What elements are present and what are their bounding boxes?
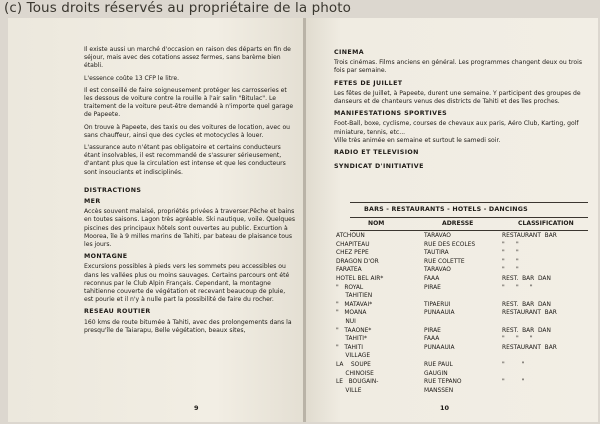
cell-nom: FARATEA <box>336 267 362 274</box>
cell-adresse: FAAA <box>424 336 440 343</box>
cell-nom: " MATAVAI* <box>336 301 373 308</box>
table-row <box>336 267 596 276</box>
cell-adresse: TAUTIRA <box>424 250 449 257</box>
paragraph-taxis: On trouve à Papeete, des taxis ou des voitures de location, avec ou sans chauffeur, ainsi que des cycles et motocycles à louer. <box>84 123 291 139</box>
table-row <box>336 388 596 397</box>
column-header-nom: NOM <box>368 220 385 227</box>
table-row <box>336 328 596 337</box>
table-mid-rule <box>350 217 588 218</box>
cell-classification: " " <box>502 379 525 386</box>
page-number-left: 9 <box>194 404 199 412</box>
heading-fetes: FETES DE JUILLET <box>334 79 403 87</box>
cell-adresse: RUE DES ECOLES <box>424 241 476 248</box>
left-page-text <box>84 46 296 339</box>
cell-adresse: TIPAERUI <box>424 301 451 308</box>
paragraph-ville: Ville très animée en semaine et surtout le samedi soir. <box>334 136 501 144</box>
right-page <box>306 18 598 422</box>
cell-adresse: GAUGIN <box>424 370 448 377</box>
table-row <box>336 242 596 251</box>
cell-classification: " " <box>502 250 519 257</box>
column-header-classification: CLASSIFICATION <box>518 220 574 227</box>
cell-adresse: RUE COLETTE <box>424 258 465 265</box>
heading-mer: MER <box>84 198 101 206</box>
heading-radio-television: RADIO ET TELEVISION <box>334 149 419 157</box>
cell-nom: DRAGON D'OR <box>336 258 379 265</box>
paragraph-manifestations: Foot-Ball, boxe, cyclisme, courses de chevaux aux paris, Aéro Club, Karting, golf miniature, tennis, etc... <box>334 120 579 136</box>
table-top-rule <box>350 202 588 203</box>
hotels-table <box>336 233 596 396</box>
cell-classification: RESTAURANT BAR <box>502 344 557 351</box>
table-row <box>336 259 596 268</box>
cell-adresse: RUE PAUL <box>424 361 453 368</box>
paragraph-assurance: L'assurance auto n'étant pas obligatoire et certains conducteurs étant insolvables, il est recommandé de s'assurer sérieusement, d'antant plus que la circulation est intense et que les conducteurs sont insouciants et indisciplinés. <box>84 144 286 176</box>
cell-adresse: TARAVAO <box>424 233 451 239</box>
cell-classification: " " <box>502 258 519 265</box>
left-page <box>8 18 304 422</box>
cell-adresse: PUNAAUIA <box>424 344 455 351</box>
paragraph-occasion: Il existe aussi un marché d'occasion en raison des départs en fin de séjour, mais avec des cotations assez fermes, sans barème bien établi. <box>84 46 291 70</box>
cell-classification: " " <box>502 267 519 274</box>
cell-nom: " MOANA <box>336 310 367 317</box>
paragraph-cinema: Trois cinémas. Films anciens en général. Les programmes changent deux ou trois fois par semaine. <box>334 59 583 75</box>
cell-adresse: PIRAE <box>424 327 441 334</box>
table-row <box>336 336 596 345</box>
cell-classification <box>502 388 596 397</box>
table-row <box>336 362 596 371</box>
table-row <box>336 250 596 259</box>
heading-bars-restaurants: BARS - RESTAURANTS - HOTELS - DANCINGS <box>364 206 528 213</box>
paragraph-essence: L'essence coûte 13 CFP le litre. <box>84 74 180 82</box>
cell-nom: TAHITIEN <box>336 293 373 300</box>
cell-nom: TAHITI* <box>336 336 367 343</box>
table-row <box>336 310 596 319</box>
cell-classification: RESTAURANT BAR <box>502 233 557 239</box>
cell-nom: CHINOISE <box>336 370 374 377</box>
table-row <box>336 353 596 362</box>
paragraph-montagne: Excursions possibles à pieds vers les sommets peu accessibles ou dans les vallées plus ou moins sauvages. Certains parcours ont été reconnus par le Club Alpin Français. Cependant, la montagne tahitienne couverte de végétation et recevant beaucoup de pluie, est pourie et il n'y à nulle part la possibilité de faire du rocher. <box>84 263 290 304</box>
cell-classification: " " " <box>502 336 533 343</box>
cell-nom: VILLAGE <box>336 353 371 360</box>
cell-classification: REST. BAR DAN <box>502 301 551 308</box>
heading-manifestations: MANIFESTATIONS SPORTIVES <box>334 110 448 118</box>
cell-adresse: FAAA <box>424 275 440 282</box>
paragraph-carrosserie: Il est conseillé de faire soigneusement protéger les carrosseries et les dessous de voiture contre la rouille à l'air salin "Bitulac". Le traitement de la voiture peut-être demandé à n'importe quel garage de Papeete. <box>84 86 294 119</box>
cell-classification: REST. BAR DAN <box>502 327 551 334</box>
table-row <box>336 276 596 285</box>
cell-classification <box>502 371 596 380</box>
cell-classification: " " <box>502 241 519 248</box>
column-header-adresse: ADRESSE <box>442 220 474 227</box>
heading-cinema: CINEMA <box>334 49 365 56</box>
cell-nom: " ROYAL <box>336 284 364 291</box>
cell-classification <box>502 293 596 302</box>
cell-adresse: PIRAE <box>424 284 441 291</box>
cell-adresse: RUE TEPANO <box>424 379 462 386</box>
cell-nom: LA SOUPE <box>336 361 371 368</box>
paragraph-reseau: 160 kms de route bitumée à Tahiti, avec des prolongements dans la presqu'île de Taiarapu, Belle végétation, beaux sites, <box>84 318 292 334</box>
table-row <box>336 285 596 294</box>
cell-adresse: TARAVAO <box>424 267 451 274</box>
cell-nom: NUI <box>336 318 356 325</box>
cell-nom: ATCHOUN <box>336 233 365 239</box>
cell-classification: " " <box>502 361 525 368</box>
cell-adresse <box>424 319 502 328</box>
cell-nom: LE BOUGAIN- <box>336 379 379 386</box>
paragraph-fetes: Les fêtes de Juillet, à Papeete, durent une semaine. Y participent des groupes de danseurs et de chanteurs venus des districts de Tahiti et des îles proches. <box>334 89 581 106</box>
cell-classification: " " " <box>502 284 533 291</box>
cell-nom: VILLE <box>336 387 362 394</box>
cell-nom: CHEZ PEPE <box>336 250 369 257</box>
cell-nom: HOTEL BEL AIR* <box>336 275 384 282</box>
cell-nom: " TAAONE* <box>336 327 372 334</box>
cell-nom: CHAPITEAU <box>336 241 370 248</box>
page-number-right: 10 <box>440 404 450 412</box>
table-row <box>336 371 596 380</box>
heading-distractions: DISTRACTIONS <box>84 186 142 194</box>
table-row <box>336 379 596 388</box>
table-row <box>336 233 596 242</box>
cell-classification <box>502 319 596 328</box>
cell-classification: REST. BAR DAN <box>502 275 551 282</box>
right-page-text <box>334 46 584 173</box>
heading-reseau-routier: RESEAU ROUTIER <box>84 308 151 316</box>
heading-syndicat: SYNDICAT D'INITIATIVE <box>334 163 424 171</box>
table-row <box>336 345 596 354</box>
cell-adresse <box>424 293 502 302</box>
heading-montagne: MONTAGNE <box>84 253 128 261</box>
cell-adresse: MANSSEN <box>424 387 454 394</box>
table-row <box>336 319 596 328</box>
cell-adresse <box>424 353 502 362</box>
copyright-watermark: (c) Tous droits réservés au propriétaire de la photo <box>4 0 352 16</box>
cell-classification: RESTAURANT BAR <box>502 310 557 317</box>
table-header-rule <box>350 230 588 231</box>
cell-classification <box>502 353 596 362</box>
table-row <box>336 293 596 302</box>
paragraph-mer: Accès souvent malaisé, propriétés privées à traverser.Pêche et bains en toutes saisons. Lagon très agréable. Ski nautique, voile. Quelques piscines des principaux hôtels sont ouvertes au public. Excurtion à Moorea, île à 9 milles marins de Tahiti, par bateau de plaisance tous les jours. <box>84 208 296 249</box>
cell-nom: " TAHITI <box>336 344 363 351</box>
table-row <box>336 302 596 311</box>
cell-adresse: PUNAAUIA <box>424 310 455 317</box>
booklet-spread <box>8 18 598 422</box>
